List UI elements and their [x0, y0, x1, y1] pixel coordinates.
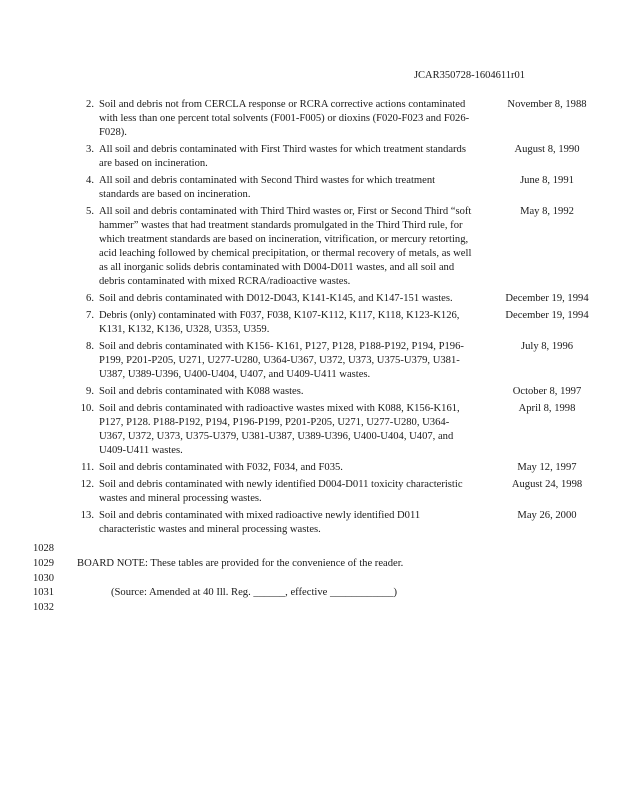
- item-number: 11.: [81, 462, 94, 473]
- list-item: [77, 385, 597, 399]
- item-description: All soil and debris contaminated with First Third wastes for which treatment standards are based on incineration.: [99, 144, 466, 169]
- source-note: (Source: Amended at 40 Ill. Reg. ______, effective ____________): [111, 587, 398, 598]
- item-date: April 8, 1998: [518, 403, 576, 414]
- list-item: [77, 402, 597, 458]
- list-item: [77, 205, 597, 289]
- item-description: Soil and debris contaminated with F032, F034, and F035.: [99, 462, 343, 473]
- list-item: [77, 143, 597, 171]
- item-description: Soil and debris contaminated with radioactive wastes mixed with K088, K156-K161, P127, P128. P188-P192, P194, P196-P199, P201-P205, U271, U277-U280, U364-U367, U372, U373, U375-U379, U381-U387, U389-U396, U400-U404, U407, and U409-U411 wastes.: [99, 403, 460, 456]
- item-date: August 24, 1998: [511, 479, 583, 490]
- list-item: [77, 340, 597, 382]
- item-date: October 8, 1997: [512, 386, 582, 397]
- item-description: Soil and debris contaminated with mixed radioactive newly identified D011 characteristic wastes and mineral processing wastes.: [99, 510, 421, 535]
- item-date: June 8, 1991: [520, 175, 574, 186]
- item-date: May 26, 2000: [517, 510, 577, 521]
- list-item: [77, 174, 597, 202]
- line-number: 1028: [33, 543, 54, 554]
- item-number: 12.: [80, 479, 94, 490]
- list-item: [77, 461, 597, 475]
- item-number: 4.: [86, 175, 94, 186]
- list-item: [77, 98, 597, 140]
- list-item: [77, 292, 597, 306]
- item-description: Soil and debris contaminated with D012-D043, K141-K145, and K147-151 wastes.: [99, 293, 453, 304]
- line-number: 1032: [33, 602, 54, 613]
- item-number: 5.: [86, 206, 94, 217]
- list-item: [77, 509, 597, 537]
- board-note: BOARD NOTE: These tables are provided for the convenience of the reader.: [77, 558, 404, 569]
- line-number: 1031: [33, 587, 54, 598]
- item-description: Soil and debris not from CERCLA response or RCRA corrective actions contaminated with less than one percent total solvents (F001-F005) or dioxins (F020-F023 and F026-F028).: [99, 99, 470, 138]
- list-item: [77, 478, 597, 506]
- item-number: 3.: [86, 144, 94, 155]
- item-description: Soil and debris contaminated with K156- K161, P127, P128, P188-P192, P194, P196- P199, P201-P205, U271, U277-U280, U364-U367, U372, U373, U375-U379, U381-U387, U389-U396, U400-U404, U407, and U409-U411 wastes.: [99, 341, 464, 380]
- item-description: Soil and debris contaminated with K088 wastes.: [99, 386, 304, 397]
- item-description: All soil and debris contaminated with Second Third wastes for which treatment standards are based on incineration.: [99, 175, 436, 200]
- item-number: 8.: [86, 341, 94, 352]
- rule-list: [77, 98, 597, 540]
- item-number: 10.: [80, 403, 94, 414]
- item-date: May 8, 1992: [520, 206, 574, 217]
- list-item: [77, 309, 597, 337]
- line-number: 1030: [33, 573, 54, 584]
- item-number: 13.: [80, 510, 94, 521]
- line-number: 1029: [33, 558, 54, 569]
- item-number: 9.: [86, 386, 94, 397]
- item-number: 7.: [86, 310, 94, 321]
- item-date: August 8, 1990: [514, 144, 580, 155]
- document-id: JCAR350728-1604611r01: [413, 70, 525, 81]
- item-number: 2.: [86, 99, 94, 110]
- item-date: May 12, 1997: [517, 462, 577, 473]
- item-description: Debris (only) contaminated with F037, F038, K107-K112, K117, K118, K123-K126, K131, K132, K136, U328, U353, U359.: [99, 310, 460, 335]
- item-date: November 8, 1988: [507, 99, 587, 110]
- item-description: All soil and debris contaminated with Third Third wastes or, First or Second Third “soft hammer” wastes that had treatment standards promulgated in the Third Third rule, for which treatment standards are based on incineration, vitrification, or mercury retorting, acid leaching followed by chemical precipitation, or thermal recovery of metals, as well as all inorganic solids debris contaminated with D004-D011 wastes, and all soil and debris contaminated with mixed RCRA/radioactive wastes.: [99, 206, 472, 287]
- item-date: July 8, 1996: [520, 341, 574, 352]
- item-date: December 19, 1994: [505, 310, 589, 321]
- item-date: December 19, 1994: [505, 293, 589, 304]
- item-description: Soil and debris contaminated with newly identified D004-D011 toxicity characteristic wastes and mineral processing wastes.: [99, 479, 463, 504]
- item-number: 6.: [86, 293, 94, 304]
